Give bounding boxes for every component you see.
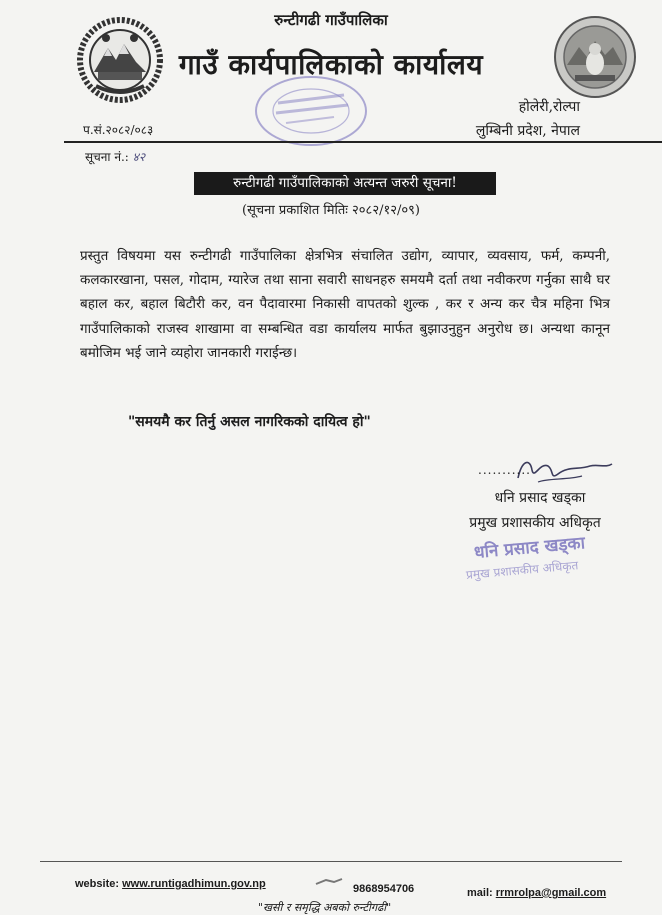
notice-number-value: ४२ xyxy=(132,150,146,164)
footer-mail xyxy=(467,887,606,899)
office-title: गाउँ कार्यपालिकाको कार्यालय xyxy=(178,48,484,81)
footer-phone: 9868954706 xyxy=(353,883,415,895)
notice-slogan: "समयमै कर तिर्नु असल नागरिकको दायित्व हो" xyxy=(128,414,371,430)
mail-label: mail: xyxy=(467,887,493,899)
notice-number xyxy=(85,148,145,165)
footer-divider xyxy=(40,861,622,862)
notice-subject: रुन्टीगढी गाउँपालिकाको अत्यन्त जरुरी सूचना! xyxy=(194,172,496,195)
signatory-name: धनि प्रसाद खड्का xyxy=(494,490,586,506)
signature-stamp-name: धनि प्रसाद खड्का xyxy=(473,533,586,563)
website-label: website: xyxy=(75,878,120,890)
signature-stamp-title: प्रमुख प्रशासकीय अधिकृत xyxy=(465,558,579,582)
notice-number-label: सूचना नं.: xyxy=(85,150,129,164)
publication-date: (सूचना प्रकाशित मितिः २०८२/१२/०९) xyxy=(242,203,420,218)
address-line-1: होलेरी,रोल्पा xyxy=(518,99,580,115)
footer-website xyxy=(75,878,266,890)
signatory-title: प्रमुख प्रशासकीय अधिकृत xyxy=(469,515,601,531)
signature-line: ........... xyxy=(478,463,531,477)
mail-link[interactable]: rrmrolpa@gmail.com xyxy=(495,887,607,899)
reference-number: प.सं.२०८२/०८३ xyxy=(83,123,154,137)
website-link[interactable]: www.runtigadhimun.gov.np xyxy=(122,878,266,890)
footer-logo-icon xyxy=(314,877,344,887)
municipality-name: रुन्टीगढी गाउँपालिका xyxy=(274,11,388,29)
office-stamp-icon xyxy=(252,73,370,149)
header-divider xyxy=(64,141,662,143)
footer-motto: "खसी र समृद्धि अबको रुन्टीगढी" xyxy=(258,901,392,914)
notice-body: प्रस्तुत विषयमा यस रुन्टीगढी गाउँपालिका क्षेत्रभित्र संचालित उद्योग, व्यापार, व्यवसाय, फर्म, कम्पनी, कलकारखाना, पसल, गोदाम, ग्यारेज तथा साना सवारी साधनहरु समयमै दर्ता तथा नवीकरण गर्नुका साथै घर बहाल कर, बहाल बिटौरी कर, वन पैदावारमा निकासी वापतको शुल्क , कर र अन्य कर चैत्र महिना भित्र गाउँपालिकाको राजस्व शाखामा वा सम्बन्धित वडा कार्यालय मार्फत बुझाउनुहुन अनुरोध छ। अन्यथा कानून बमोजिम भई जाने व्यहोरा जानकारी गराईन्छ। xyxy=(80,248,610,361)
address-line-2: लुम्बिनी प्रदेश, नेपाल xyxy=(475,123,580,139)
